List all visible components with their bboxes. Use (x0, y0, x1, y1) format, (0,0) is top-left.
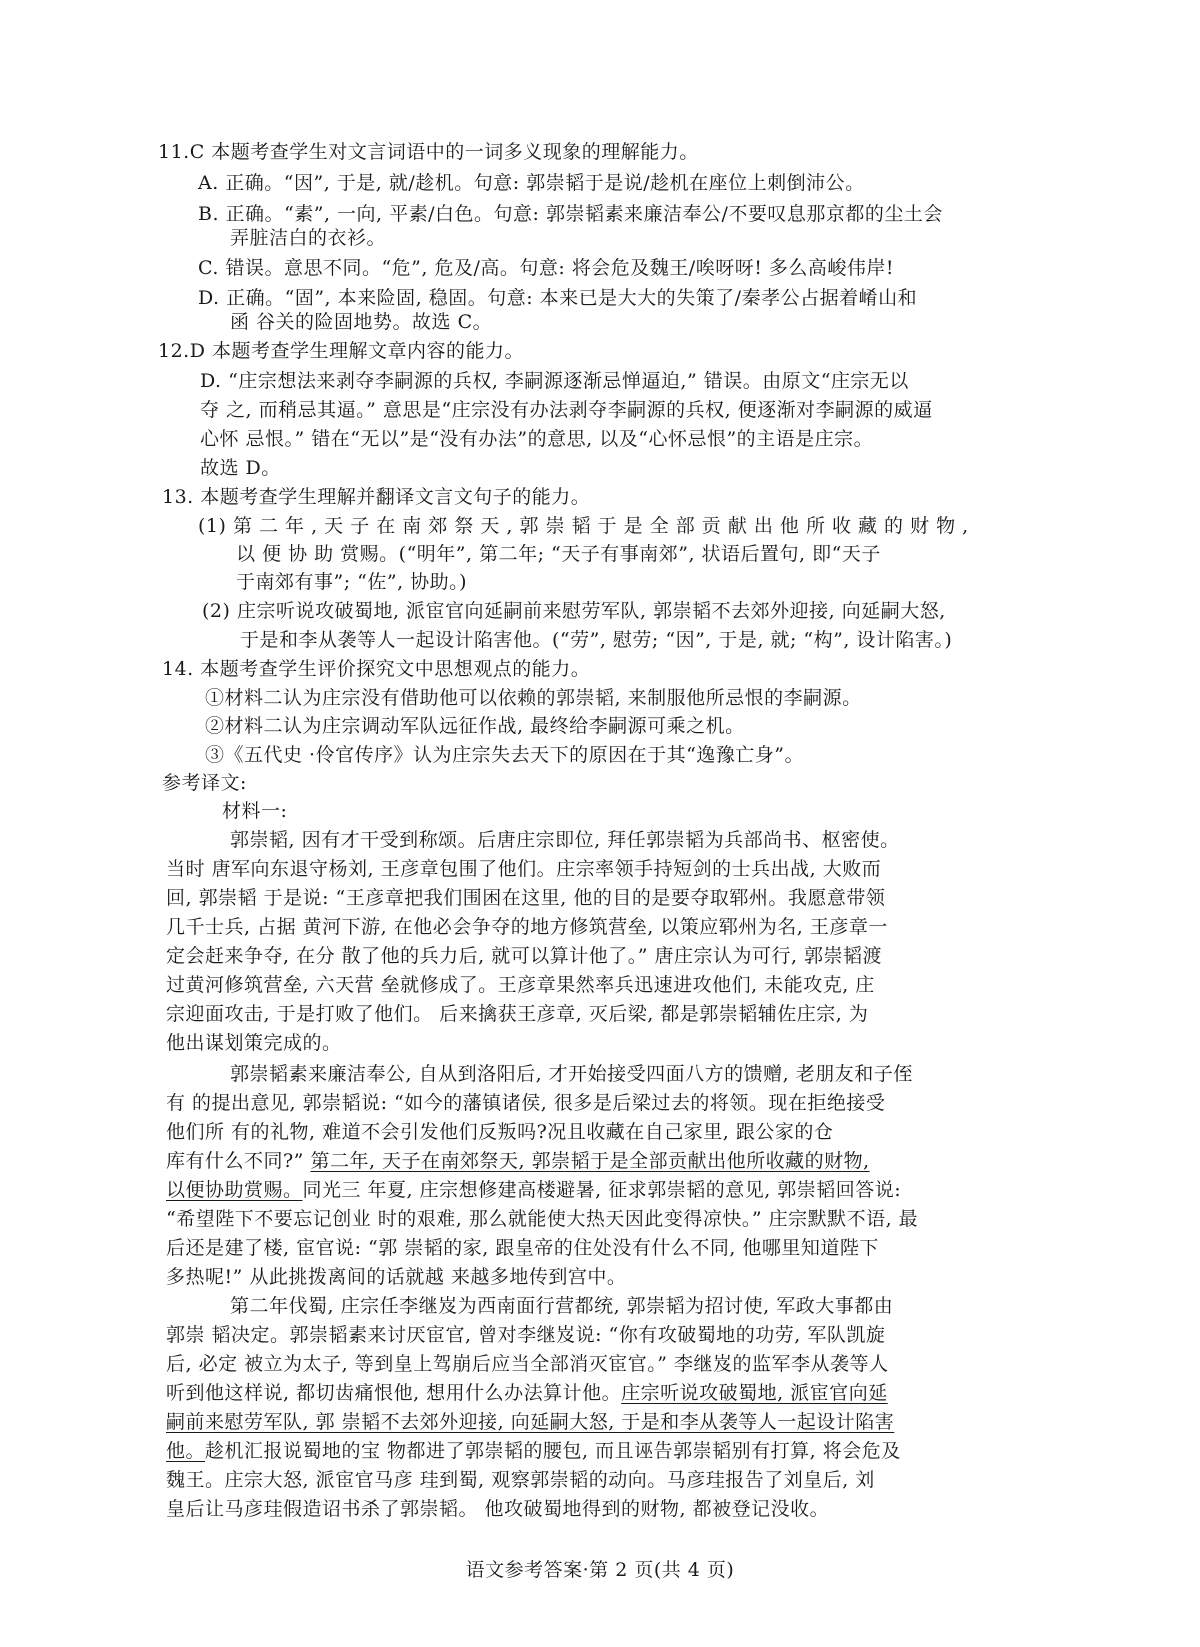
translation-p3-line6-plain: 趁机汇报说蜀地的宝 物都进了郭崇韬的腰包, 而且诬告郭崇韬别有打算, 将会危及 (205, 1440, 901, 1462)
q13-part2-line2: 于是和李从袭等人一起设计陷害他。(“劳”, 慰劳; “因”, 于是, 就; “构”, 设计陷害。) (240, 629, 953, 651)
translation-p2-line6: “希望陛下不要忘记创业 时的艰难, 那么就能使大热天因此变得凉快。” 庄宗默默不语, 最 (166, 1208, 919, 1230)
translation-p2-line4 (166, 1148, 870, 1174)
q11-heading: 11.C 本题考查学生对文言词语中的一词多义现象的理解能力。 (158, 141, 699, 163)
q11-option-d-line2: 函 谷关的险固地势。故选 C。 (230, 311, 493, 333)
q12-heading: 12.D 本题考查学生理解文章内容的能力。 (158, 340, 524, 362)
translation-p1-line2: 当时 唐军向东退守杨刘, 王彦章包围了他们。庄宗率领手持短剑的士兵出战, 大败而 (166, 858, 882, 880)
translation-p1-line4: 几千士兵, 占据 黄河下游, 在他必会争夺的地方修筑营垒, 以策应郓州为名, 王彦章一 (166, 916, 888, 938)
translation-p3-underlined-sentence-part1: 庄宗听说攻破蜀地, 派宦官向延 (621, 1382, 888, 1404)
q13-heading: 13. 本题考查学生理解并翻译文言文句子的能力。 (162, 486, 591, 508)
q11-option-b-line1: B. 正确。“素”, 一向, 平素/白色。句意: 郭崇韬素来廉洁奉公/不要叹息那京都的尘土会 (198, 203, 943, 225)
translation-p2-line3: 他们所 有的礼物, 难道不会引发他们反叛吗?况且收藏在自己家里, 跟公家的仓 (166, 1121, 834, 1143)
translation-p3-underlined-sentence-part2: 嗣前来慰劳军队, 郭 崇韬不去郊外迎接, 向延嗣大怒, 于是和李从袭等人一起设计陷害 (166, 1411, 895, 1433)
translation-p3-line5 (166, 1409, 894, 1435)
q13-part1-line2: 以 便 协 助 赏赐。(“明年”, 第二年; “天子有事南郊”, 状语后置句, 即“天子 (236, 543, 881, 565)
translation-p1-line7: 宗迎面攻击, 于是打败了他们。 后来擒获王彦章, 灭后梁, 都是郭崇韬辅佐庄宗, 为 (166, 1003, 869, 1025)
material-one-heading: 材料一: (222, 800, 288, 822)
q13-part2-line1: (2) 庄宗听说攻破蜀地, 派宦官向延嗣前来慰劳军队, 郭崇韬不去郊外迎接, 向延嗣大怒, (202, 600, 946, 622)
translation-p2-underlined-sentence-part2: 以便协助赏赐。 (166, 1179, 303, 1201)
translation-p2-line1: 郭崇韬素来廉洁奉公, 自从到洛阳后, 才开始接受四面八方的馈赠, 老朋友和子侄 (230, 1063, 913, 1085)
reference-heading: 参考译文: (162, 772, 247, 794)
q11-option-c: C. 错误。意思不同。“危”, 危及/高。句意: 将会危及魏王/唉呀呀! 多么高峻伟岸! (198, 257, 895, 279)
translation-p1-line3: 回, 郭崇韬 于是说: “王彦章把我们围困在这里, 他的目的是要夺取郓州。我愿意带领 (166, 887, 886, 909)
translation-p1-line5: 定会赶来争夺, 在分 散了他的兵力后, 就可以算计他了。” 唐庄宗认为可行, 郭崇韬渡 (166, 945, 883, 967)
q12-line4: 故选 D。 (200, 457, 281, 479)
q11-option-d-line1: D. 正确。“固”, 本来险固, 稳固。句意: 本来已是大大的失策了/秦孝公占据着崤山和 (198, 287, 918, 309)
q14-item1: ①材料二认为庄宗没有借助他可以依赖的郭崇韬, 来制服他所忌恨的李嗣源。 (205, 687, 862, 709)
q11-option-a: A. 正确。“因”, 于是, 就/趁机。句意: 郭崇韬于是说/趁机在座位上刺倒沛公。 (198, 172, 865, 194)
q12-line2: 夺 之, 而稍忌其逼。” 意思是“庄宗没有办法剥夺李嗣源的兵权, 便逐渐对李嗣源的威逼 (200, 399, 933, 421)
q14-heading: 14. 本题考查学生评价探究文中思想观点的能力。 (162, 658, 591, 680)
q12-line1: D. “庄宗想法来剥夺李嗣源的兵权, 李嗣源逐渐忌惮逼迫,” 错误。由原文“庄宗无以 (200, 370, 909, 392)
translation-p1-line8: 他出谋划策完成的。 (166, 1032, 342, 1054)
translation-p2-line5-plain: 同光三 年夏, 庄宗想修建高楼避暑, 征求郭崇韬的意见, 郭崇韬回答说: (302, 1179, 902, 1201)
translation-p3-line4 (166, 1380, 888, 1406)
translation-p2-line8: 多热呢!” 从此挑拨离间的话就越 来越多地传到宫中。 (166, 1266, 627, 1288)
translation-p3-underlined-sentence-part3: 他。 (166, 1440, 206, 1462)
translation-p1-line6: 过黄河修筑营垒, 六天营 垒就修成了。王彦章果然率兵迅速进攻他们, 未能攻克, 庄 (166, 974, 875, 996)
q14-item2: ②材料二认为庄宗调动军队远征作战, 最终给李嗣源可乘之机。 (205, 715, 745, 737)
translation-p3-line7: 魏王。庄宗大怒, 派宦官马彦 珪到蜀, 观察郭崇韬的动向。马彦珪报告了刘皇后, 刘 (166, 1469, 875, 1491)
q12-line3: 心怀 忌恨。” 错在“无以”是“没有办法”的意思, 以及“心怀忌恨”的主语是庄宗。 (200, 428, 874, 450)
translation-p2-line7: 后还是建了楼, 宦官说: “郭 崇韬的家, 跟皇帝的住处没有什么不同, 他哪里知道陛下 (166, 1237, 879, 1259)
q14-item3: ③《五代史 ·伶官传序》认为庄宗失去天下的原因在于其“逸豫亡身”。 (205, 744, 805, 766)
q13-part1-line3: 于南郊有事”; “佐”, 协助。) (236, 571, 468, 593)
translation-p1-line1: 郭崇韬, 因有才干受到称颂。后唐庄宗即位, 拜任郭崇韬为兵部尚书、枢密使。 (230, 829, 900, 851)
translation-p3-line1: 第二年伐蜀, 庄宗任李继岌为西南面行营都统, 郭崇韬为招讨使, 军政大事都由 (230, 1295, 894, 1317)
translation-p2-underlined-sentence-part1: 第二年, 天子在南郊祭天, 郭崇韬于是全部贡献出他所收藏的财物, (310, 1150, 870, 1172)
translation-p2-line5 (166, 1177, 901, 1203)
translation-p3-line8: 皇后让马彦珪假造诏书杀了郭崇韬。 他攻破蜀地得到的财物, 都被登记没收。 (166, 1498, 830, 1520)
q11-option-b-line2: 弄脏洁白的衣衫。 (230, 227, 387, 249)
translation-p3-line3: 后, 必定 被立为太子, 等到皇上驾崩后应当全部消灭宦官。” 李继岌的监军李从袭等人 (166, 1353, 889, 1375)
translation-p3-line2: 郭崇 韬决定。郭崇韬素来讨厌宦官, 曾对李继岌说: “你有攻破蜀地的功劳, 军队凯旋 (166, 1324, 886, 1346)
translation-p2-line4-plain: 库有什么不同?” (166, 1150, 311, 1172)
translation-p3-line4-plain: 听到他这样说, 都切齿痛恨他, 想用什么办法算计他。 (166, 1382, 622, 1404)
q13-part1-line1: (1) 第 二 年 , 天 子 在 南 郊 祭 天 , 郭 崇 韬 于 是 全 部 贡 献 出 他 所 收 藏 的 财 物 , (198, 515, 969, 537)
translation-p2-line2: 有 的提出意见, 郭崇韬说: “如今的藩镇诸侯, 很多是后梁过去的将领。现在拒绝接受 (166, 1092, 886, 1114)
translation-p3-line6 (166, 1438, 901, 1464)
page-footer: 语文参考答案·第 2 页(共 4 页) (465, 1559, 735, 1581)
